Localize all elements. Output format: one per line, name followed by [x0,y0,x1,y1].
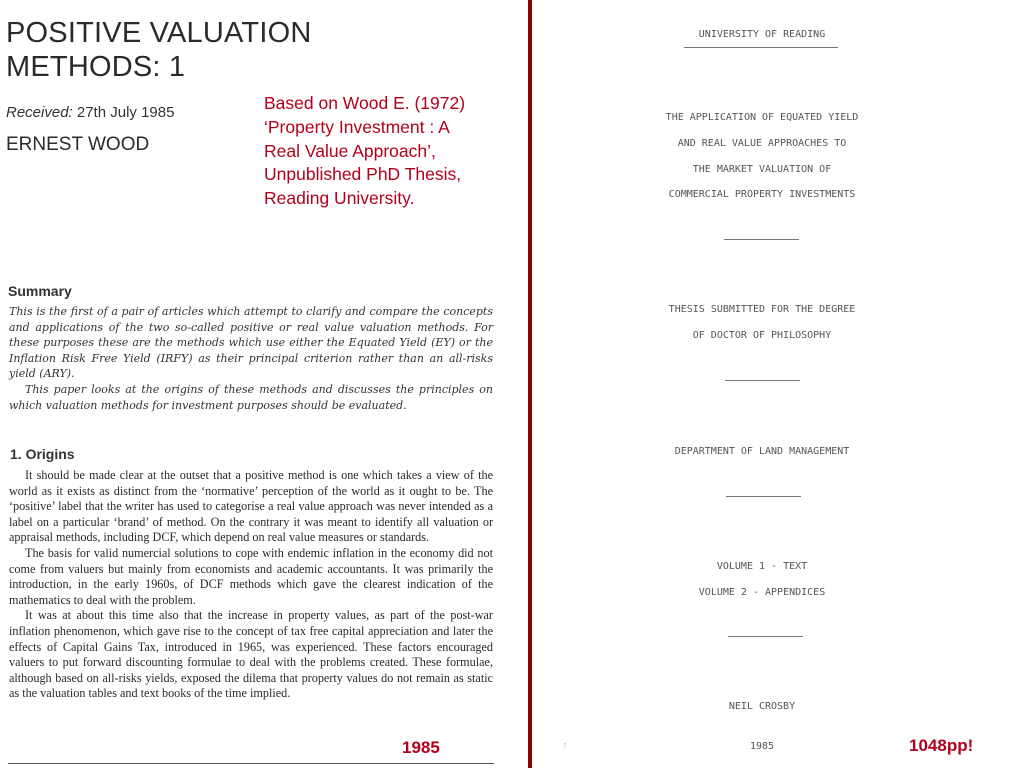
separator-rule-3 [726,496,801,497]
thesis-title-line-2: AND REAL VALUE APPROACHES TO [677,138,847,149]
summary-paragraph-1: This is the first of a pair of articles which attempt to clarify and compare the concepts and applications of the two so-called positive or real value valuation methods. For these purposes these are the methods which use either the Equated Yield (EY) or the Inflation Risk Free Yield (IRFY) as their principal criterion rather than an all-risks yield (ARY). [9,305,493,381]
source-note-line-2: ‘Property Investment : A [264,116,450,137]
separator-rule-1 [724,239,799,240]
thesis-submitted-line-2: OF DOCTOR OF PHILOSOPHY [692,330,832,341]
thesis-university: UNIVERSITY OF READING [698,29,826,40]
source-note [264,92,516,211]
body-paragraph-2: The basis for valid numercial solutions to cope with endemic inflation in the economy did not come from valuers but mainly from economists and academic accountants. It was primarily the introduction, in the early 1960s, of DCF methods which gave the clearest indication of the mathematics to deal with the problem. [9,545,493,607]
separator-rule-4 [728,636,803,637]
body-paragraph-1: It should be made clear at the outset that a positive method is one which takes a view of the world as it exists as distinct from the ‘normative’ perception of the world as it ought to be. The ‘positive’ label that the writer has used to categorise a real value approach was never intended as a label on a particular ‘brand’ of method. On the contrary it was meant to identify all valuation or appraisal methods, including DCF, which depend on real value measures or standards. [9,468,493,545]
faint-margin-mark: ↑ [562,740,569,751]
source-note-line-4: Unpublished PhD Thesis, [264,164,462,185]
thesis-department: DEPARTMENT OF LAND MANAGEMENT [674,446,850,457]
article-author: ERNEST WOOD [6,134,150,155]
bottom-rule [8,763,494,764]
thesis-title-line-3: THE MARKET VALUATION OF [692,164,832,175]
article-title [6,16,346,84]
body-paragraph-3: It was at about this time also that the increase in property values, as part of the post-war inflation phenomenon, which gave rise to the concept of tax free capital appreciation and later the effects of Capital Gains Tax, introduced in 1965, was experienced. These factors encouraged valuers to put forward discounting formulae to deal with the problems created. These formulae, although based on all-risks yields, exposed the dilema that property values do not remain as static as the valuation tables and text books of the time implied. [9,608,493,701]
summary-text [9,304,493,413]
thesis-submitted-line-1: THESIS SUBMITTED FOR THE DEGREE [668,304,856,315]
summary-heading: Summary [8,283,72,299]
article-year-label: 1985 [402,738,440,757]
source-note-line-5: Reading University. [264,188,415,209]
separator-rule-2 [725,380,800,381]
article-title-line-1: POSITIVE VALUATION [6,17,312,49]
thesis-author: NEIL CROSBY [728,701,796,712]
thesis-volume-2: VOLUME 2 - APPENDICES [698,587,826,598]
thesis-title-line-4: COMMERCIAL PROPERTY INVESTMENTS [668,189,856,200]
received-label: Received: [6,104,73,121]
body-text [9,468,493,702]
source-note-line-1: Based on Wood E. (1972) [264,93,466,113]
thesis-volume-1: VOLUME 1 - TEXT [716,561,808,572]
received-date-line [6,104,174,121]
page-count-label: 1048pp! [909,736,974,755]
thesis-year: 1985 [749,741,775,752]
article-title-line-2: METHODS: 1 [6,51,186,83]
university-underline [684,47,838,48]
source-note-line-3: Real Value Approach’, [264,140,436,161]
received-date: 27th July 1985 [76,104,175,121]
thesis-title-page [532,0,1024,768]
section-heading-origins: 1. Origins [10,446,75,462]
thesis-title-line-1: THE APPLICATION OF EQUATED YIELD [665,112,859,123]
summary-paragraph-2: This paper looks at the origins of these methods and discusses the principles on which valuation methods for investment purposes should be evaluated. [9,382,493,412]
